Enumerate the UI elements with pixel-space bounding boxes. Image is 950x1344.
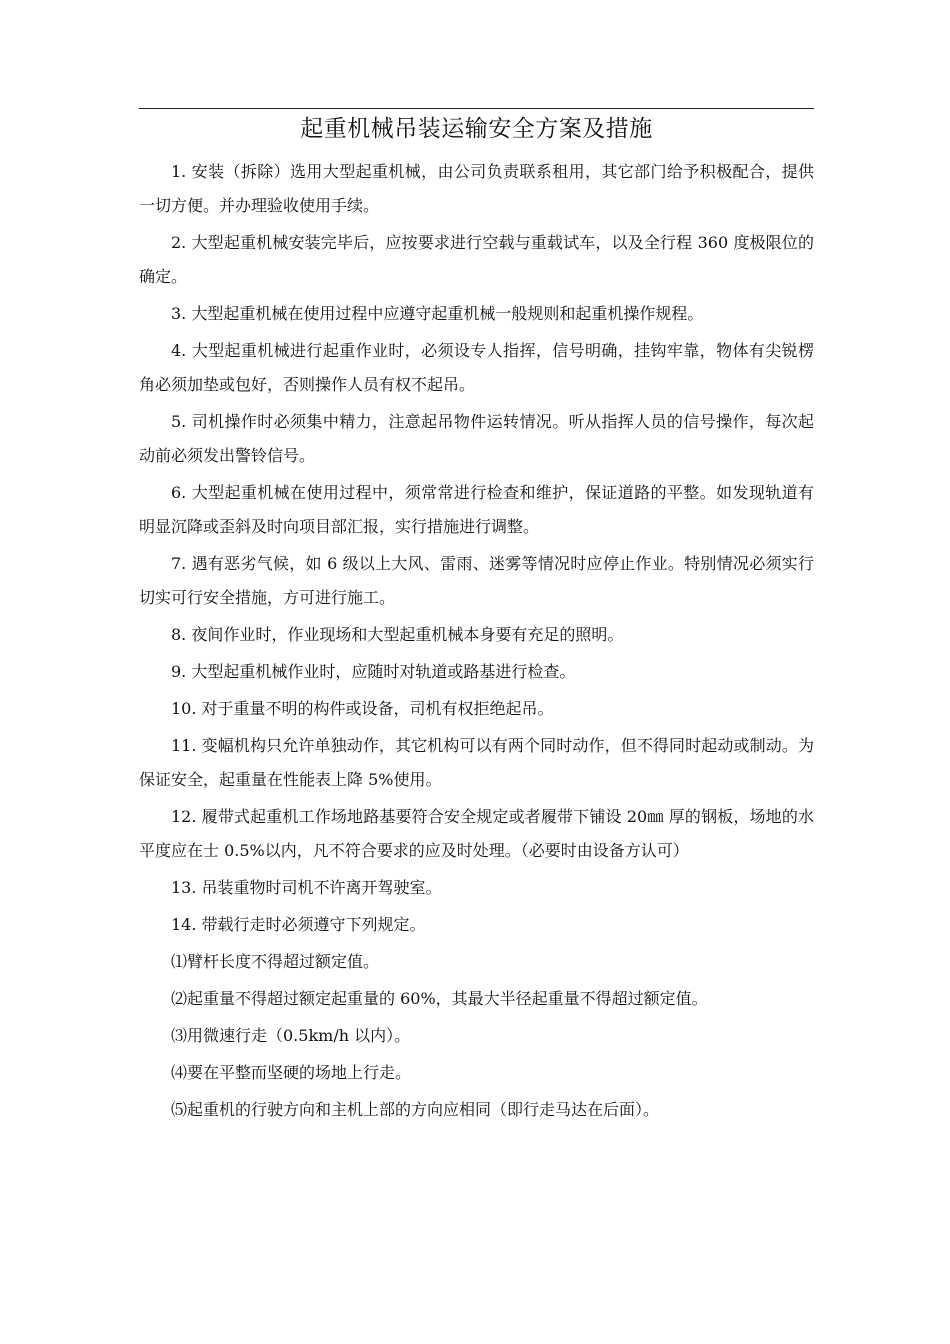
paragraph-14: 14. 带载行走时必须遵守下列规定。 [171,915,426,934]
sub-item-2: ⑵起重量不得超过额定起重量的 60%，其最大半径起重量不得超过额定值。 [171,989,708,1008]
paragraph-13: 13. 吊装重物时司机不许离开驾驶室。 [171,878,442,897]
paragraph-10: 10. 对于重量不明的构件或设备，司机有权拒绝起吊。 [171,699,554,718]
header-rule [139,108,814,109]
paragraph-7: 7. 遇有恶劣气候，如 6 级以上大风、雷雨、迷雾等情况时应停止作业。特别情况必须实行切实可行安全措施，方可进行施工。 [139,554,814,607]
paragraph-2: 2. 大型起重机械安装完毕后，应按要求进行空载与重载试车，以及全行程 360 度极限位的确定。 [139,233,814,286]
sub-item-4: ⑷要在平整而坚硬的场地上行走。 [171,1063,412,1082]
paragraph-8: 8. 夜间作业时，作业现场和大型起重机械本身要有充足的照明。 [171,625,624,644]
sub-item-1: ⑴臂杆长度不得超过额定值。 [171,952,380,971]
sub-item-5: ⑸起重机的行驶方向和主机上部的方向应相同（即行走马达在后面）。 [171,1100,660,1119]
document-page [139,108,814,1130]
document-title: 起重机械吊装运输安全方案及措施 [300,116,653,142]
paragraph-4: 4. 大型起重机械进行起重作业时，必须设专人指挥，信号明确，挂钩牢靠，物体有尖锐楞角必须加垫或包好，否则操作人员有权不起吊。 [139,341,814,394]
paragraph-6: 6. 大型起重机械在使用过程中，须常常进行检查和维护，保证道路的平整。如发现轨道有明显沉降或歪斜及时向项目部汇报，实行措施进行调整。 [139,483,814,536]
document-body [139,155,814,1127]
paragraph-1: 1. 安装（拆除）选用大型起重机械，由公司负责联系租用，其它部门给予积极配合，提供一切方便。并办理验收使用手续。 [139,162,814,215]
paragraph-3: 3. 大型起重机械在使用过程中应遵守起重机械一般规则和起重机操作规程。 [171,304,704,323]
sub-item-3: ⑶用微速行走（0.5km/h 以内）。 [171,1026,411,1045]
paragraph-11: 11. 变幅机构只允许单独动作，其它机构可以有两个同时动作，但不得同时起动或制动。为保证安全，起重量在性能表上降 5%使用。 [139,736,814,789]
paragraph-12: 12. 履带式起重机工作场地路基要符合安全规定或者履带下铺设 20㎜ 厚的钢板，场地的水平度应在士 0.5%以内，凡不符合要求的应及时处理。（必要时由设备方认可） [139,807,814,860]
paragraph-5: 5. 司机操作时必须集中精力，注意起吊物件运转情况。听从指挥人员的信号操作，每次起动前必须发出警铃信号。 [139,412,814,465]
paragraph-9: 9. 大型起重机械作业时，应随时对轨道或路基进行检查。 [171,662,576,681]
